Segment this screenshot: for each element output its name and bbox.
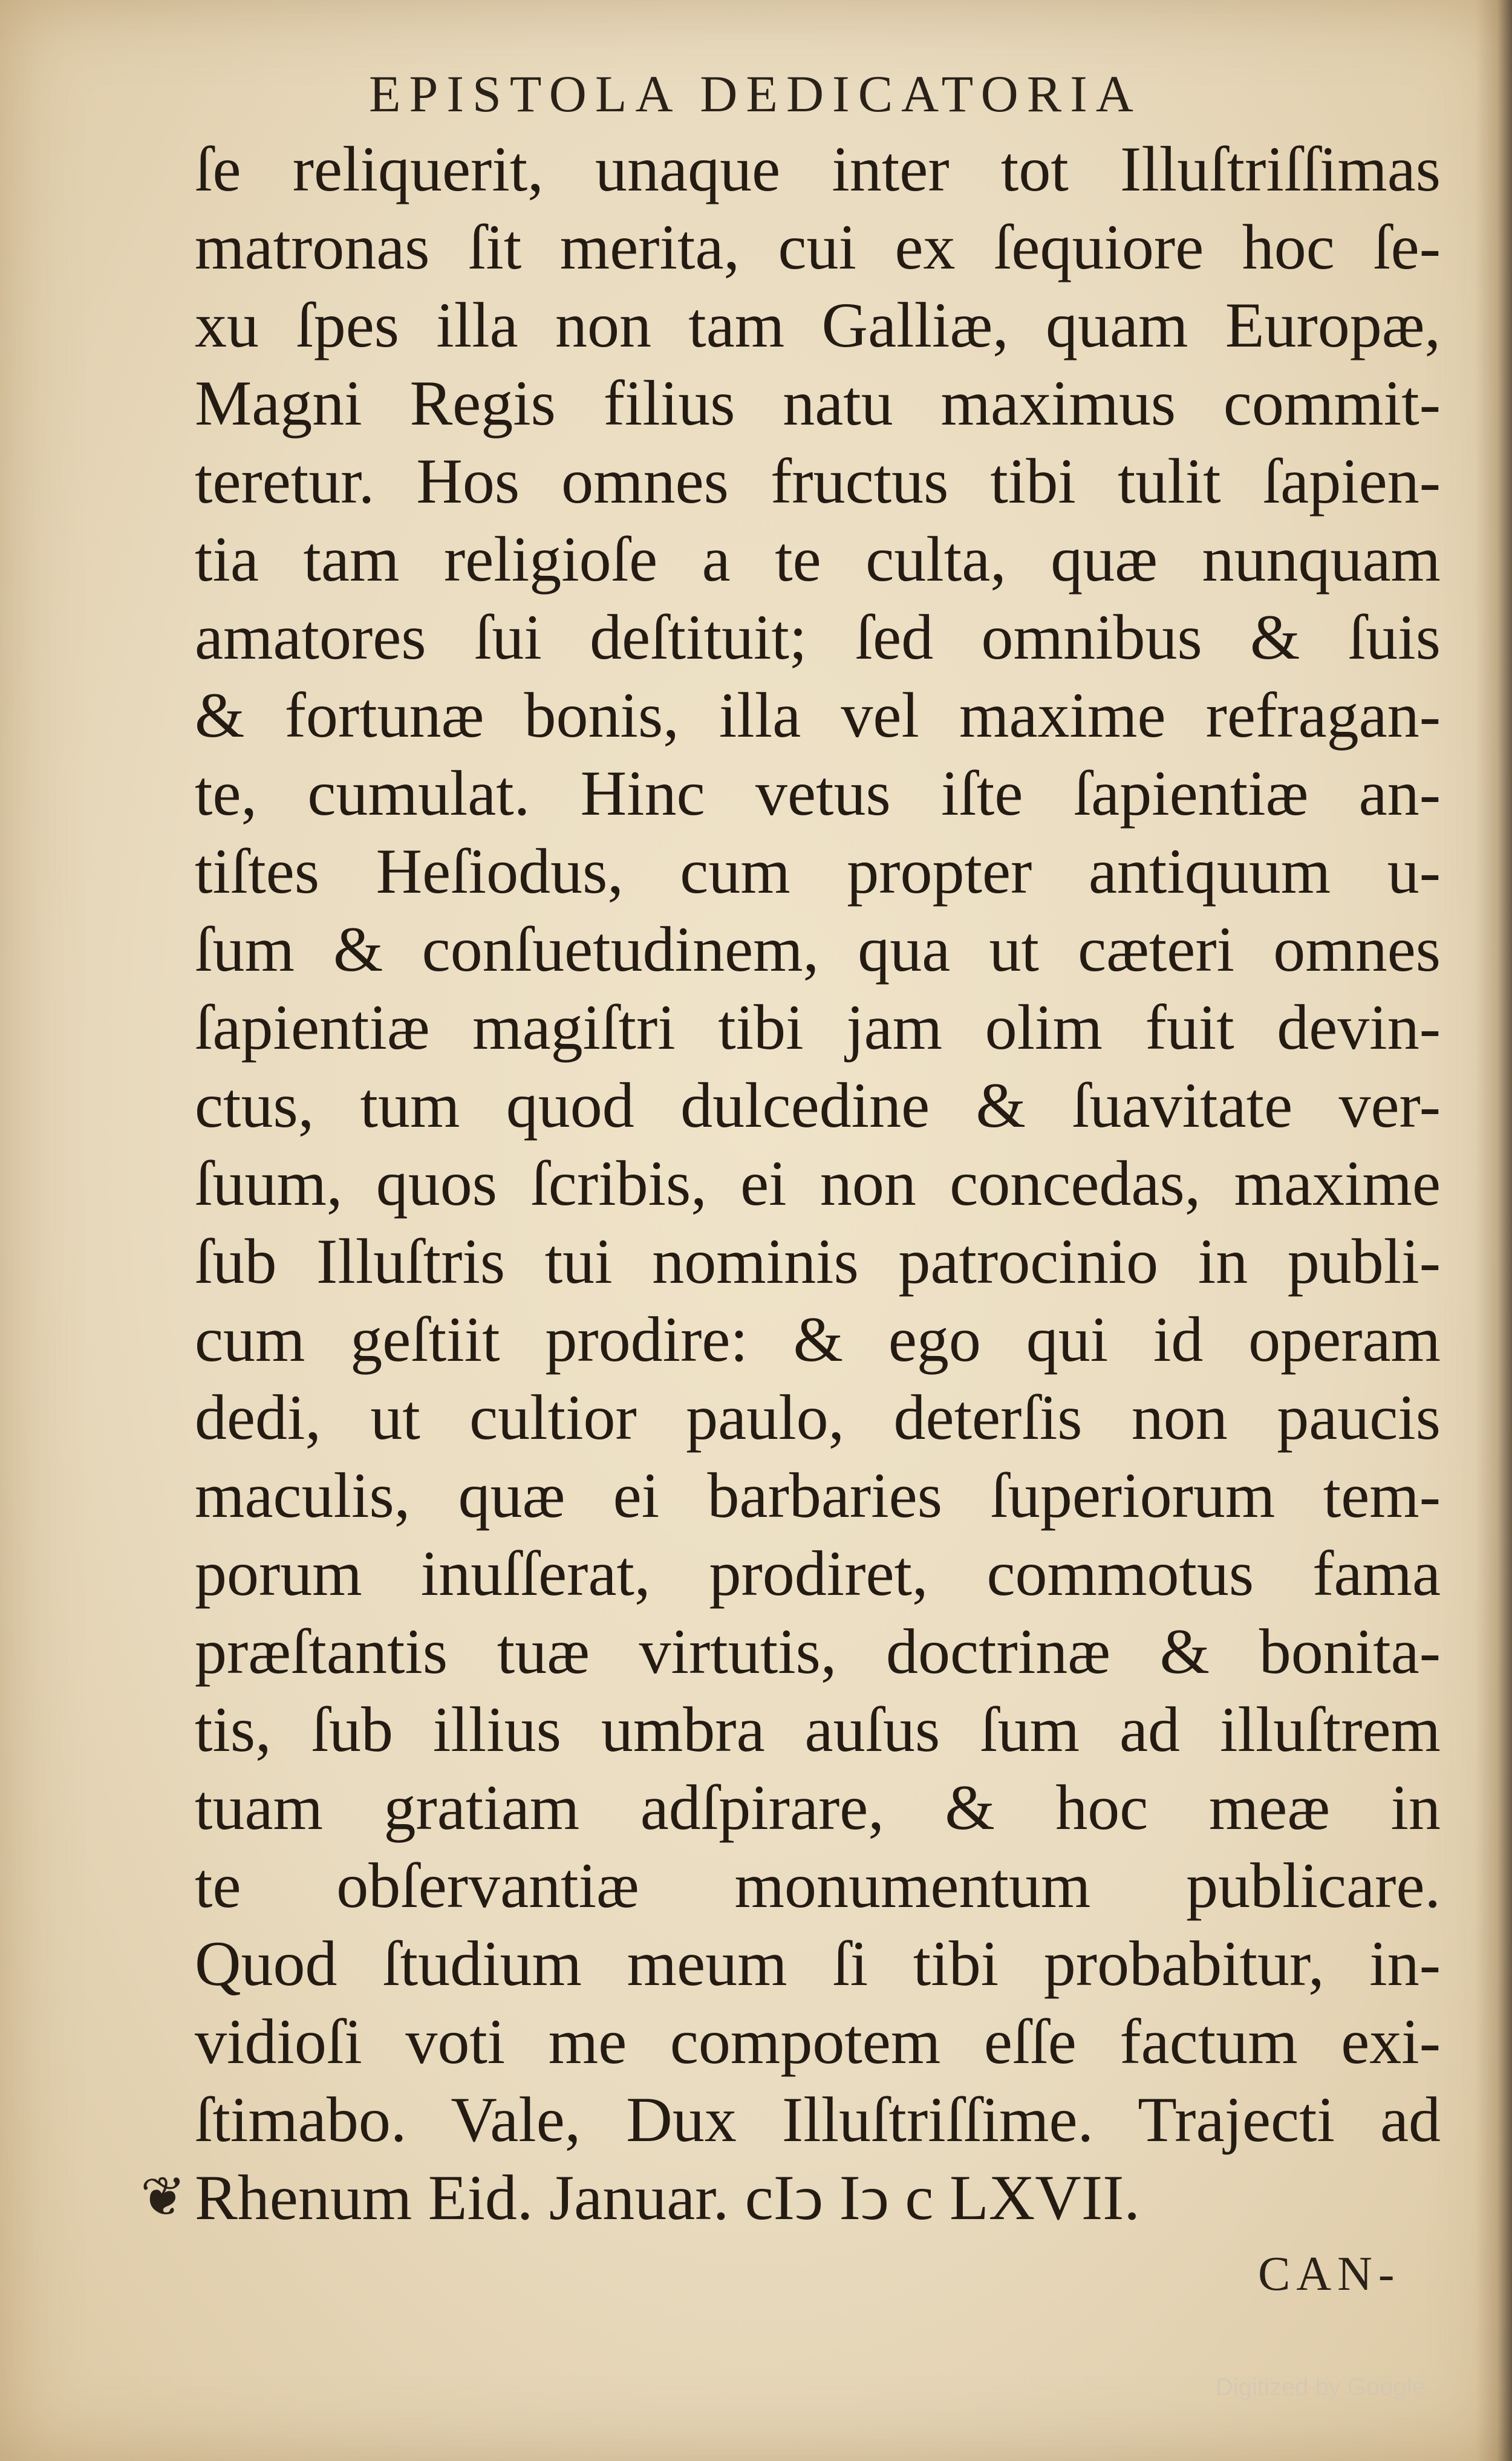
text-line: cum geſtiit prodire: & ego qui id operam (195, 1304, 1441, 1375)
text-line: matronas ſit merita, cui ex ſequiore hoc ſe- (195, 212, 1441, 282)
text-line: porum inuſſerat, prodiret, commotus fama (195, 1538, 1441, 1609)
text-line: ſum & conſuetudinem, qua ut cæteri omnes (195, 914, 1441, 985)
running-head: EPISTOLA DEDICATORIA (369, 65, 1142, 123)
dateline (140, 2159, 1441, 2237)
text-line: xu ſpes illa non tam Galliæ, quam Europæ, (195, 290, 1441, 360)
text-line: teretur. Hos omnes fructus tibi tulit ſapien- (195, 446, 1441, 517)
text-line: amatores ſui deſtituit; ſed omnibus & ſuis (195, 602, 1441, 673)
text-line: vidioſi voti me compotem eſſe factum exi- (195, 2006, 1441, 2077)
digitization-watermark: Digitized by Google (1216, 2374, 1426, 2401)
text-line: tia tam religioſe a te culta, quæ nunquam (195, 524, 1441, 595)
text-line: maculis, quæ ei barbaries ſuperiorum tem- (195, 1460, 1441, 1531)
text-line: & fortunæ bonis, illa vel maxime refragan- (195, 680, 1441, 751)
page-edge-shadow (1476, 0, 1512, 2461)
text-line: dedi, ut cultior paulo, deterſis non paucis (195, 1382, 1441, 1453)
fleuron-ornament-icon: ❦ (140, 2168, 186, 2228)
text-line: ſe reliquerit, unaque inter tot Illuſtriſſimas (195, 134, 1441, 204)
text-line: ſtimabo. Vale, Dux Illuſtriſſime. Trajecti ad (195, 2084, 1441, 2155)
text-line: Magni Regis filius natu maximus commit- (195, 368, 1441, 438)
text-line: ſub Illuſtris tui nominis patrocinio in publi- (195, 1226, 1441, 1297)
text-line: tuam gratiam adſpirare, & hoc meæ in (195, 1772, 1441, 1843)
dedication-text (140, 130, 1441, 2237)
text-line: te obſervantiæ monumentum publicare. (195, 1850, 1441, 1921)
dateline-text: Rhenum Eid. Januar. cIↄ Iↄ c LXVII. (195, 2162, 1140, 2233)
text-line: Quod ſtudium meum ſi tibi probabitur, in- (195, 1928, 1441, 1999)
text-line: ctus, tum quod dulcedine & ſuavitate ver- (195, 1070, 1441, 1141)
text-line: ſapientiæ magiſtri tibi jam olim fuit devin- (195, 992, 1441, 1063)
text-line: præſtantis tuæ virtutis, doctrinæ & bonita- (195, 1616, 1441, 1687)
text-line: tiſtes Heſiodus, cum propter antiquum u- (195, 836, 1441, 907)
text-line: te, cumulat. Hinc vetus iſte ſapientiæ an- (195, 758, 1441, 829)
text-line: ſuum, quos ſcribis, ei non concedas, maxime (195, 1148, 1441, 1219)
catchword: CAN- (1258, 2247, 1401, 2301)
text-line: tis, ſub illius umbra auſus ſum ad illuſtrem (195, 1694, 1441, 1765)
